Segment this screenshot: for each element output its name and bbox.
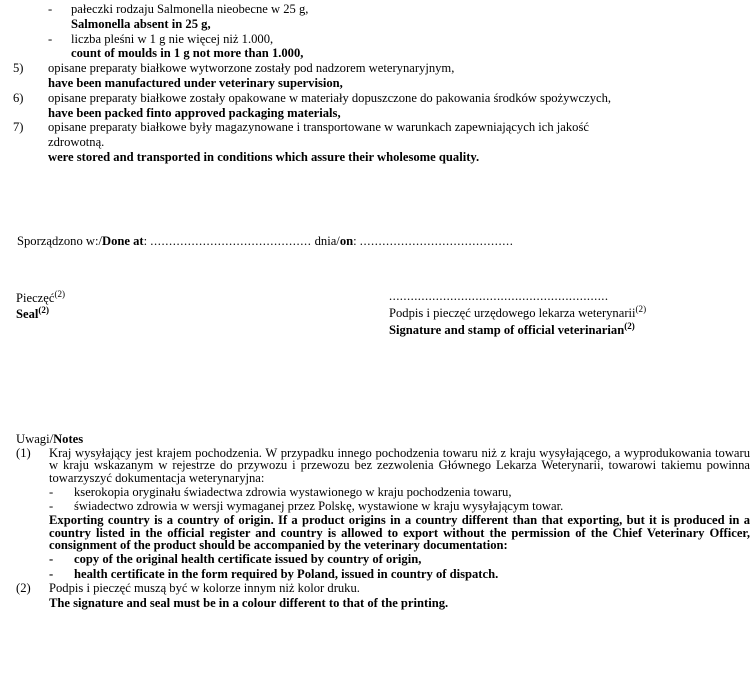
dash-marker: -: [49, 484, 54, 499]
note-paragraph-pl: Podpis i pieczęć muszą być w kolorze innym niż kolor druku.: [49, 581, 360, 596]
done-at-label-en: Done at: [102, 234, 144, 248]
dash-marker: -: [48, 2, 53, 17]
dash-marker: -: [49, 551, 54, 566]
notes-section: [16, 432, 750, 611]
dash-marker: -: [49, 499, 54, 514]
seal-footnote-ref-en: (2): [38, 304, 49, 315]
done-at-line: [17, 235, 513, 248]
clause-text-pl: pałeczki rodzaju Salmonella nieobecne w 25 g,: [71, 2, 309, 17]
note-subitem-text: health certificate in the form required by Poland, issued in country of dispatch.: [74, 566, 499, 581]
note-paragraph-pl: Kraj wysyłający jest krajem pochodzenia. W przypadku innego pochodzenia towaru niż z kraju wysyłającego, a wyprodukowania towaru w kraju wskazanym w rejestrze do przywozu i przewozu bez zezwolenia Głównego Lekarza Weterynarii, towarowi takiemu powinna towarzyszyć dokumentacja weterynaryjna:: [49, 445, 750, 485]
list-item: [13, 61, 750, 76]
dash-marker: -: [48, 31, 53, 46]
clause-text-pl: opisane preparaty białkowe zostały opakowane w materiały dopuszczone do pakowania środków spożywczych,: [48, 90, 612, 105]
list-item: [13, 91, 750, 106]
note-number: (2): [16, 581, 31, 596]
clause-text-pl-cont: zdrowotną.: [48, 135, 105, 150]
signature-field[interactable]: .............................................................: [389, 289, 609, 303]
clauses-section: [0, 2, 750, 165]
clause-text-pl: opisane preparaty białkowe były magazynowane i transportowane w warunkach zapewniających ich jakość: [48, 120, 589, 135]
signature-block: [389, 288, 646, 338]
signature-label-en: Signature and stamp of official veterinarian$^{(2)}$: [389, 320, 635, 337]
clause-text-pl: liczba pleśni w 1 g nie więcej niż 1.000,: [71, 31, 274, 46]
list-item: [48, 32, 750, 47]
clause-text-en: count of moulds in 1 g not more than 1.000,: [71, 46, 304, 61]
note-subitem-text: świadectwo zdrowia w wersji wymaganej przez Polskę, wystawione w kraju wysyłającym towar.: [74, 499, 564, 514]
signature-label-pl: Podpis i pieczęć urzędowego lekarza weterynarii$^{(2)}$: [389, 304, 647, 321]
seal-footnote-ref-pl: (2): [54, 288, 66, 299]
done-at-colon: :: [143, 234, 151, 248]
item-number: 7): [13, 120, 24, 135]
note-paragraph-en: The signature and seal must be in a colour different to that of the printing.: [49, 596, 449, 611]
clause-text-en: have been manufactured under veterinary supervision,: [48, 76, 343, 90]
note-subitem: [49, 484, 750, 499]
note-number: (1): [16, 445, 31, 460]
done-at-place-field[interactable]: ...........................................: [150, 234, 312, 248]
notes-heading: Uwagi/Notes: [16, 432, 84, 447]
note-subitem: [49, 552, 750, 567]
seal-label-pl: Pieczęć$^{(2)}$: [16, 288, 66, 305]
list-item: [13, 120, 750, 135]
list-item: [48, 2, 750, 17]
note-item: [16, 581, 750, 596]
signature-footnote-ref-en: (2): [624, 320, 635, 331]
clause-text-en: were stored and transported in conditions which assure their wholesome quality.: [48, 149, 480, 164]
note-subitem-text: copy of the original health certificate issued by country of origin,: [74, 551, 422, 566]
note-subitem: [49, 499, 750, 514]
seal-block: [16, 290, 65, 322]
date-colon: :: [353, 234, 360, 248]
item-number: 5): [13, 61, 24, 76]
note-subitem-text: kserokopia oryginału świadectwa zdrowia wystawionego w kraju pochodzenia towaru,: [74, 484, 512, 499]
dash-marker: -: [49, 566, 54, 581]
clause-text-pl: opisane preparaty białkowe wytworzone zostały pod nadzorem weterynaryjnym,: [48, 61, 455, 76]
done-at-date-field[interactable]: .........................................: [359, 234, 514, 248]
date-label-en: on: [339, 234, 354, 248]
signature-footnote-ref-pl: (2): [635, 304, 647, 315]
clause-text-en: Salmonella absent in 25 g,: [71, 16, 211, 31]
done-at-label-pl: Sporządzono w:/: [17, 234, 102, 248]
date-label-pl: dnia/: [311, 234, 340, 248]
clause-text-en: have been packed finto approved packaging materials,: [48, 105, 341, 120]
item-number: 6): [13, 90, 24, 105]
note-item: [16, 447, 750, 485]
seal-label-en: Seal$^{(2)}$: [16, 304, 49, 322]
note-subitem: [49, 567, 750, 582]
note-paragraph-en: Exporting country is a country of origin. If a product origins in a country different than that exporting, but it is produced in a country listed in the official register and country is allowed to export without the permission of the Chief Veterinary Officer, consignment of the product should be accompanied by the veterinary documentation:: [49, 513, 750, 553]
